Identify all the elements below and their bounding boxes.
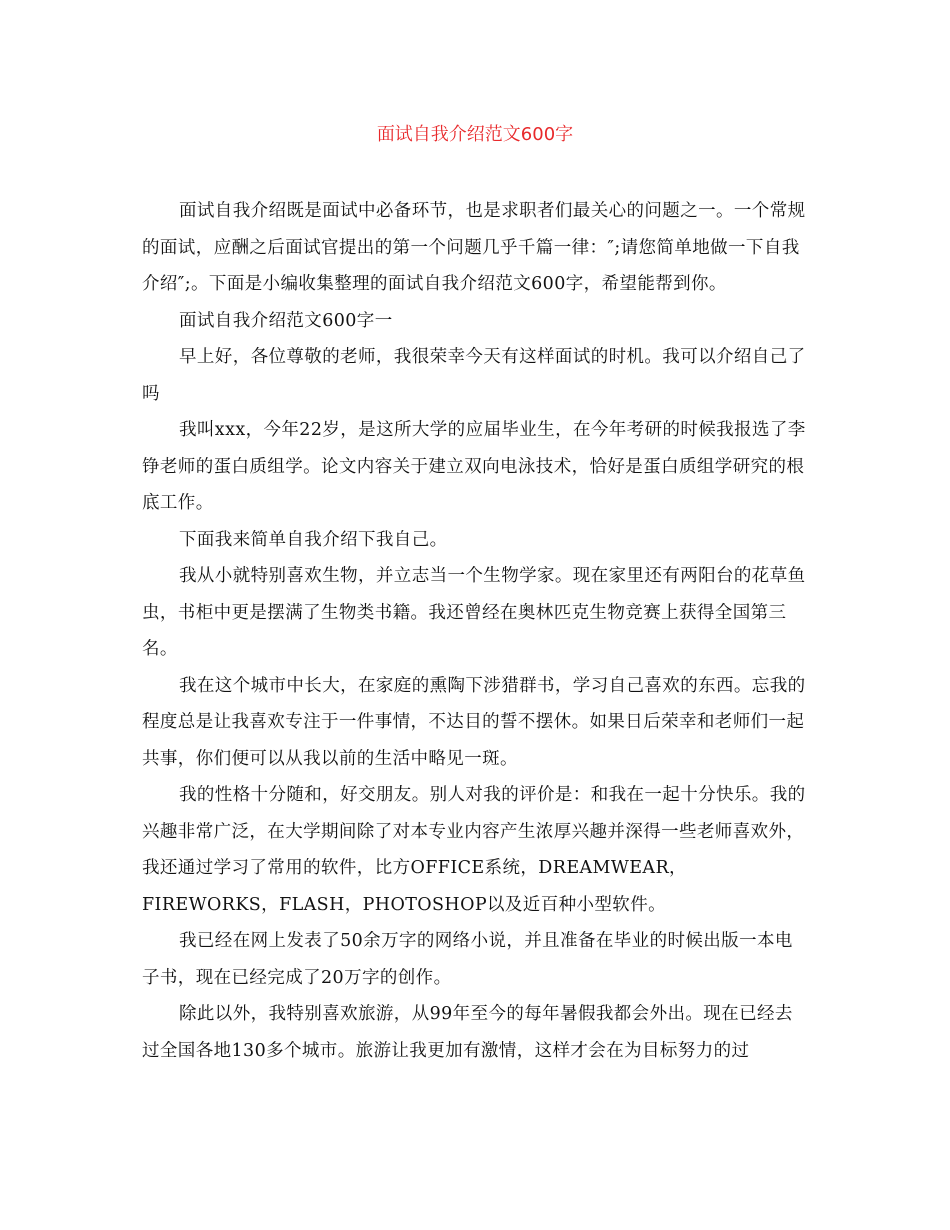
paragraph: 下面我来简单自我介绍下我自己。 xyxy=(179,529,448,550)
paragraph-intro: 面试自我介绍既是面试中必备环节，也是求职者们最关心的问题之一。一个常规的面试，应酬之后面试官提出的第一个问题几乎千篇一律：″;请您简单地做一下自我介绍″;。下面是小编收集整理的面试自我介绍范文600字，希望能帮到你。 xyxy=(142,201,806,294)
paragraph: 我已经在网上发表了50余万字的网络小说，并且准备在毕业的时候出版一本电子书，现在已经完成了20万字的创作。 xyxy=(142,931,793,988)
paragraph: 我在这个城市中长大，在家庭的熏陶下涉猎群书，学习自己喜欢的东西。忘我的程度总是让我喜欢专注于一件事情，不达目的誓不摆休。如果日后荣幸和老师们一起共事，你们便可以从我以前的生活中略见一斑。 xyxy=(142,675,806,769)
paragraph: 我叫xxx，今年22岁，是这所大学的应届毕业生，在今年考研的时候我报选了李铮老师的蛋白质组学。论文内容关于建立双向电泳技术，恰好是蛋白质组学研究的根底工作。 xyxy=(142,420,806,513)
document-body xyxy=(142,193,808,1069)
section-heading: 面试自我介绍范文600字一 xyxy=(179,310,393,331)
paragraph: 早上好，各位尊敬的老师，我很荣幸今天有这样面试的时机。我可以介绍自己了吗 xyxy=(142,347,806,404)
paragraph: 我的性格十分随和，好交朋友。别人对我的评价是：和我在一起十分快乐。我的兴趣非常广泛，在大学期间除了对本专业内容产生浓厚兴趣并深得一些老师喜欢外，我还通过学习了常用的软件，比方OFFICE系统，DREAMWEAR，FIREWORKS，FLASH，PHOTOSHOP以及近百种小型软件。 xyxy=(142,785,806,915)
paragraph: 我从小就特别喜欢生物，并立志当一个生物学家。现在家里还有两阳台的花草鱼虫，书柜中更是摆满了生物类书籍。我还曾经在奥林匹克生物竞赛上获得全国第三名。 xyxy=(142,566,806,659)
document-title: 面试自我介绍范文600字 xyxy=(376,124,574,145)
paragraph: 除此以外，我特别喜欢旅游，从99年至今的每年暑假我都会外出。现在已经去过全国各地130多个城市。旅游让我更加有激情，这样才会在为目标努力的过 xyxy=(142,1004,793,1061)
